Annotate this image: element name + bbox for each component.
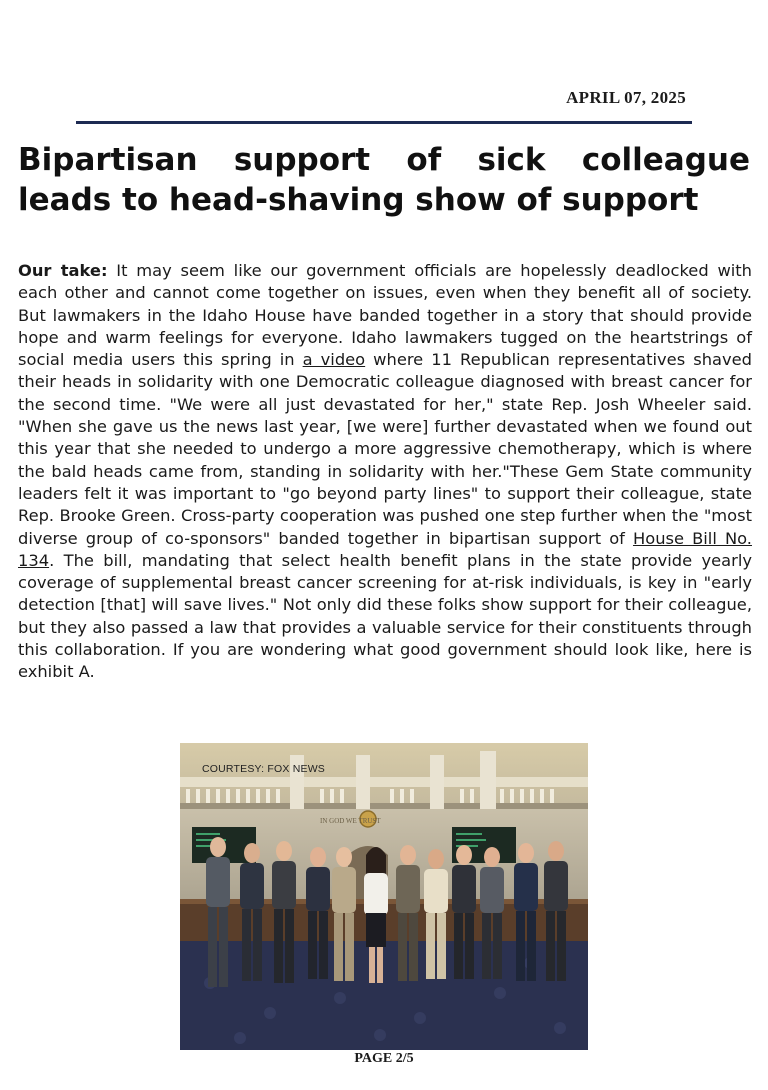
lawmakers-photo [180, 743, 588, 1050]
chamber-illustration [180, 743, 588, 1050]
date: APRIL 07, 2025 [566, 88, 686, 107]
body-text-1: It may seem like our government officials are hopelessly deadlocked with each other and cannot come together on issues, even when they benefit all of society. But lawmakers in the Idaho House have banded together in a story that should provide hope and warm feelings for everyone. Idaho lawmakers tugged on the heartstrings of social media users this spring in [18, 261, 752, 370]
house-bill-link[interactable]: House Bill No. 134 [18, 528, 752, 570]
video-link[interactable]: a video [302, 350, 366, 370]
photo-credit: COURTESY: FOX NEWS [202, 763, 326, 775]
article-body [18, 260, 752, 684]
wall-inscription: IN GOD WE TRUST [320, 817, 381, 825]
page-number: PAGE 2/5 [354, 1051, 414, 1066]
headline: Bipartisan support of sick colleague leads to head-shaving show of support [18, 142, 750, 218]
header-rule [76, 121, 692, 124]
body-text-3: . The bill, mandating that select health benefit plans in the state provide yearly coverage of supplemental breast cancer screening for at-risk individuals, is key in "early detection [that] will save lives." Not only did these folks show support for their colleague, but they also passed a law that provides a valuable service for their constituents through this collaboration. If you are wondering what good government should look like, here is exhibit A. [18, 550, 752, 682]
body-text-2: where 11 Republican representatives shaved their heads in solidarity with one Democratic colleague diagnosed with breast cancer for the second time. "We were all just devastated for her," state Rep. Josh Wheeler said. "When she gave us the news last year, [we were] further devastated when we found out this year that she needed to undergo a more aggressive chemotherapy, which is where the bald heads came from, standing in solidarity with her."These Gem State community leaders felt it was important to "go beyond party lines" to support their colleague, state Rep. Brooke Green. Cross-party cooperation was pushed one step further when the "most diverse group of co-sponsors" banded together in bipartisan support of [18, 350, 752, 548]
our-take-label: Our take: [18, 261, 108, 280]
